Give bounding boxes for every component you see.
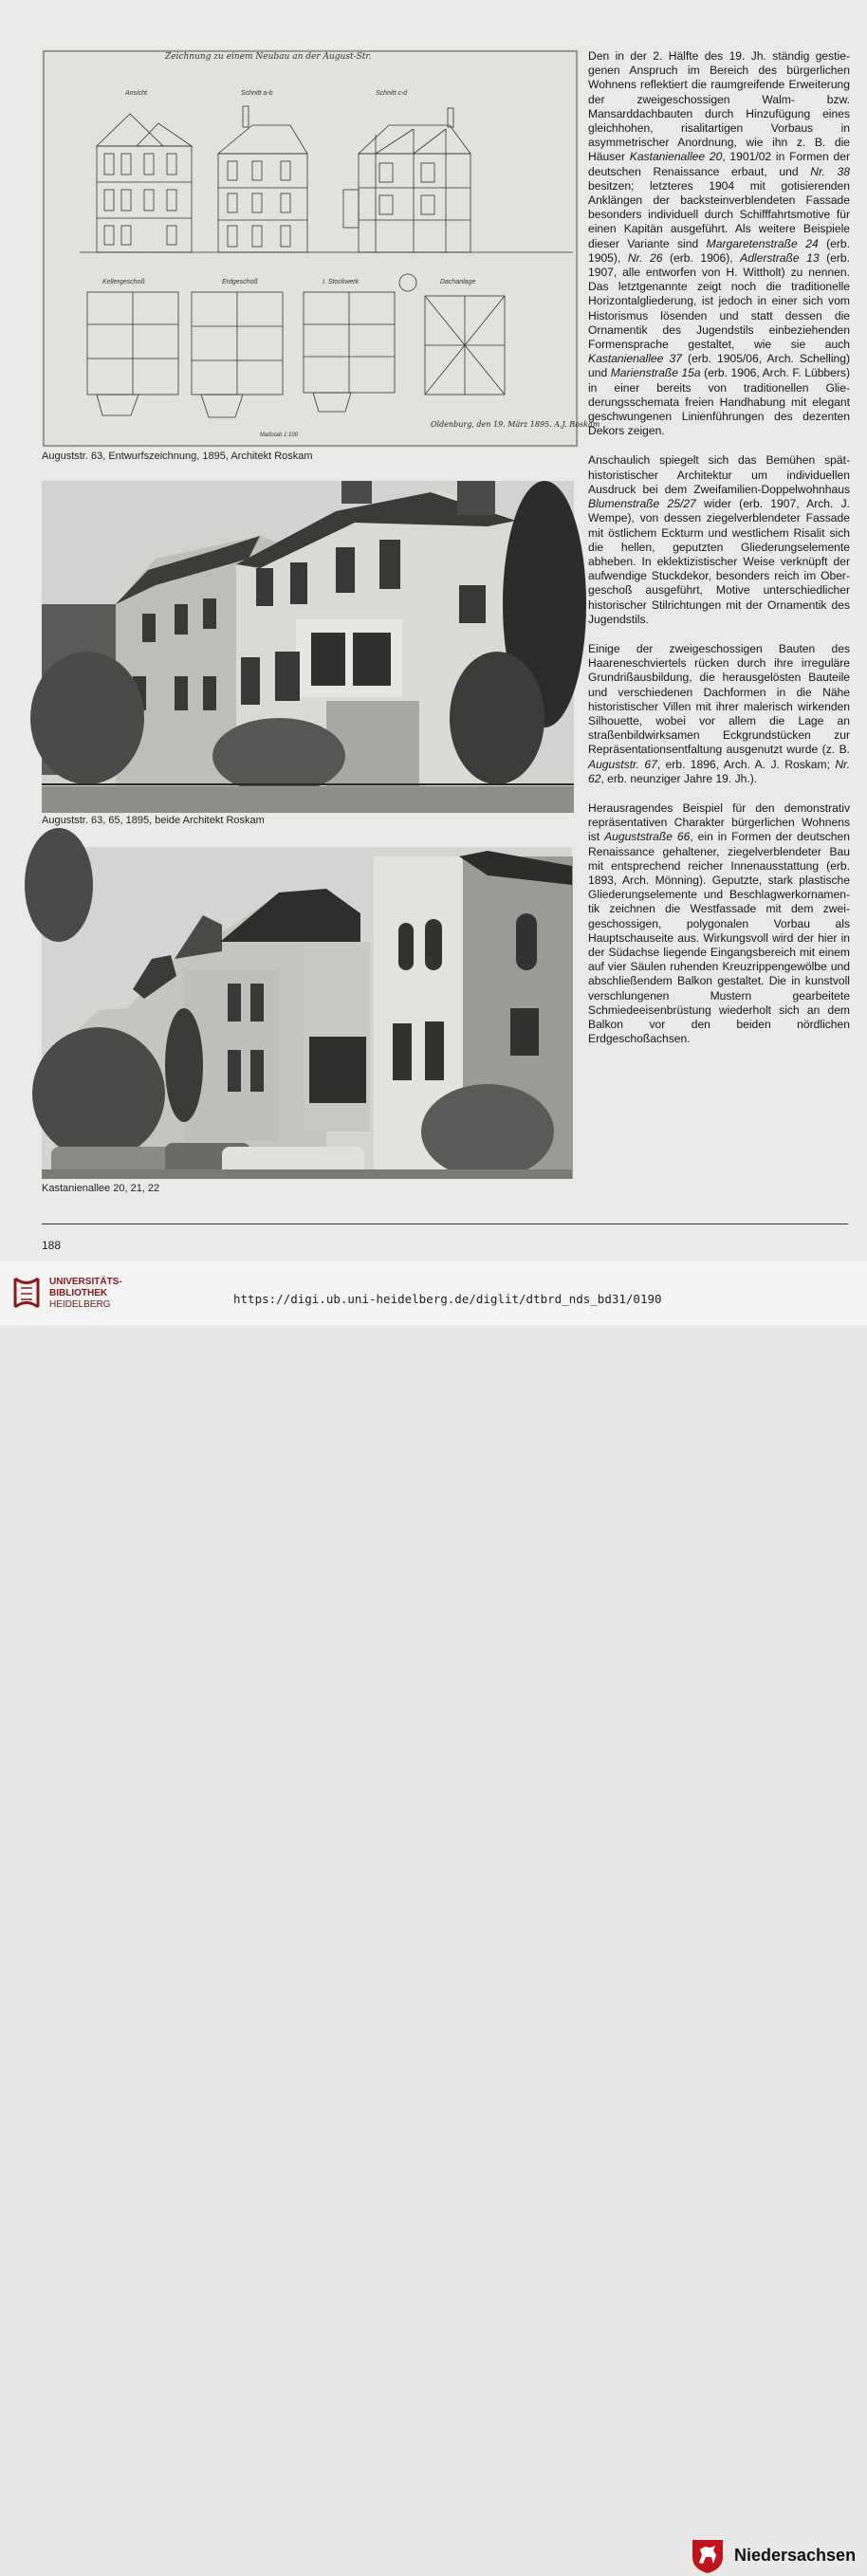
text-run: (erb. 1905/06, Arch. Schelling) und xyxy=(588,352,851,380)
text-run: wider (erb. 1907, Arch. J. Wempe), von dessen ziegelverblendeter Fassade mit östlichem Eckturm und westlichem Risalit sich die hellen, geputzten Gliederungselemente abheben. In eklektizistischer Weise verknüpft der aufwendige Stuckdekor, besonders reich im Obergeschoß ausgeführt, Motive unterschiedlicher historischer Stilrichtungen mit der Ornamentik des Jugendstils. xyxy=(588,497,851,626)
library-name-line1: UNIVERSITÄTS- xyxy=(49,1277,122,1287)
address-reference: Auguststraße 66 xyxy=(604,830,691,844)
text-run: besitzen; letzteres 1904 mit gotisierenden Anklängen der backsteinverblendeten Fassade besonders individuell durch Schifffahrtsmotive für einen Kapitän ausgeführt. Als weitere Beispiele dieser Variante sind xyxy=(588,178,850,250)
page-number: 188 xyxy=(42,1239,62,1252)
text-run: (erb. 1906), xyxy=(662,250,741,265)
text-run: Den in der 2. Hälfte des 19. Jh. ständig gestiegenen Anspruch im Bereich des bürgerlichen Wohnens reflektiert die raumgreifende Erweiterung der zweigeschossigen Walm- bzw. Mansarddachbauten durch Hinzufügung eines gleichhohen, risalitartigen Vorbaus in asymmetrischer Anordnung, wie ihn z. B. die Häuser xyxy=(588,49,850,164)
body-text-column xyxy=(588,49,850,1061)
source-url-link[interactable]: https://digi.ub.uni-heidelberg.de/diglit/dtbrd_nds_bd31/0190 xyxy=(233,1292,662,1306)
figure-caption-1: Auguststr. 63, Entwurfszeichnung, 1895, Architekt Roskam xyxy=(42,451,313,462)
address-reference: Blumenstraße 25/27 xyxy=(588,497,696,511)
horse-shield-icon xyxy=(691,2538,725,2574)
label-schnitt-ab: Schnitt a-b xyxy=(241,90,273,97)
text-run: Anschaulich spiegelt sich das Bemühen späthistoristischer Architektur um individuellen Ausdruck bei dem Zweifamilien-Doppelwohnhaus xyxy=(588,453,850,496)
drawing-title: Zeichnung zu einem Neubau an der August-Str. xyxy=(165,52,372,62)
paragraph-4 xyxy=(588,801,850,1046)
paragraph-2 xyxy=(588,453,850,626)
address-reference: Auguststr. 67 xyxy=(588,757,657,771)
text-run: (erb. 1905), xyxy=(588,236,850,265)
niedersachsen-logo[interactable] xyxy=(691,2538,861,2576)
label-keller: Kellergeschoß xyxy=(102,279,145,285)
library-name-line3: HEIDELBERG xyxy=(49,1299,111,1310)
label-dachanlage: Dachanlage xyxy=(440,279,476,285)
address-reference: Nr. 26 xyxy=(627,250,663,265)
paragraph-1 xyxy=(588,49,850,438)
address-reference: Kastanienallee 37 xyxy=(588,352,682,366)
address-reference: Nr. 62 xyxy=(588,757,851,785)
figure-caption-3: Kastanienallee 20, 21, 22 xyxy=(42,1183,160,1194)
label-schnitt-cd: Schnitt c-d xyxy=(376,90,408,97)
figure-caption-2: Auguststr. 63, 65, 1895, beide Architekt Roskam xyxy=(42,815,265,826)
text-run: Einige der zweigeschossigen Bauten des Haareneschviertels rücken durch ihre irreguläre Grundrißausbildung, die herausgelösten Bauteile und verschiedenen Dachformen in die Nähe historistischer Villen mit ihrer malerisch wirkenden Silhouette, wobei vor allem die Lage an straßenbildwirksamen Eckgrundstücken zur Repräsentationsentfaltung ausgenutzt wurde (z. B. xyxy=(588,641,850,757)
text-run: , ein in Formen der deutschen Renaissance gehaltener, ziegelverblendeter Bau mit entsprechend reicher Innenausstattung (erb. 1893, Arch. Mönning). Geputzte, stark plastische Gliederungselemente und Beschlagwerkornamentik zeichnen die Westfassade mit dem zweigeschossigen, polygonalen Vorbau als Hauptschauseite aus. Wirkungsvoll wird der hier in der Südachse liegende Eingangsbereich mit einem auf vier Säulen ruhenden Kreuzrippengewölbe und abschließendem Balkon gestaltet. Die in kunstvoll verschlungenen Mustern gearbeitete Schmiedeeisenbrüstung wiederholt sich an dem Balkon vor den beiden nördlichen Erdgeschoßachsen. xyxy=(588,830,850,1046)
text-run: , 1901/02 in Formen der deutschen Renaissance erbaut, und xyxy=(588,150,850,178)
library-name-line2: BIBLIOTHEK xyxy=(49,1288,108,1298)
text-run: Herausragendes Beispiel für den demonstrativ repräsentativen Charakter bürgerlichen Wohnens ist xyxy=(588,800,850,844)
address-reference: Nr. 38 xyxy=(810,164,851,178)
address-reference: Marienstraße 15a xyxy=(610,366,701,380)
photo-kastanienallee xyxy=(42,847,572,1179)
text-run: (erb. 1906, Arch. F. Lübbers) in einer bereits von traditionellen Gliederungsschemata freien Handhabung mit elegant geschwungenen Linienführungen des dezenten Dekors zeigen. xyxy=(588,366,850,438)
architectural-drawing xyxy=(42,49,600,448)
address-reference: Adlerstraße 13 xyxy=(740,250,820,265)
drawing-signature: Oldenburg, den 19. März 1895. A.J. Roskam xyxy=(431,420,600,429)
text-run: , erb. 1896, Arch. A. J. Roskam; xyxy=(656,757,836,771)
label-ansicht: Ansicht xyxy=(125,90,147,97)
drawing-scale: Maßstab 1:100 xyxy=(260,432,299,438)
library-logo[interactable] xyxy=(9,1275,152,1316)
paragraph-3 xyxy=(588,642,850,786)
partner-label: Niedersachsen xyxy=(734,2546,857,2565)
address-reference: Kastanienallee 20 xyxy=(629,150,723,164)
text-run: , erb. neunziger Jahre 19. Jh.). xyxy=(600,771,758,785)
book-page xyxy=(0,0,867,1261)
text-run: (erb. 1907, alle entworfen von H. Wittholt) zu nennen. Das letztgenannte zeigt noch die traditionelle Horizontalgliederung, ist jedoch in einer sich vom Historismus lösenden und statt dessen die Ornamentik des Jugendstils einbeziehenden Formensprache gestaltet, wie sie auch xyxy=(588,250,850,352)
label-erdgeschoss: Erdgeschoß xyxy=(222,279,258,285)
address-reference: Margaretenstraße 24 xyxy=(706,236,819,250)
photo-auguststrasse xyxy=(42,481,574,813)
label-stockwerk: I. Stockwerk xyxy=(323,279,360,285)
library-emblem-icon xyxy=(9,1275,44,1313)
